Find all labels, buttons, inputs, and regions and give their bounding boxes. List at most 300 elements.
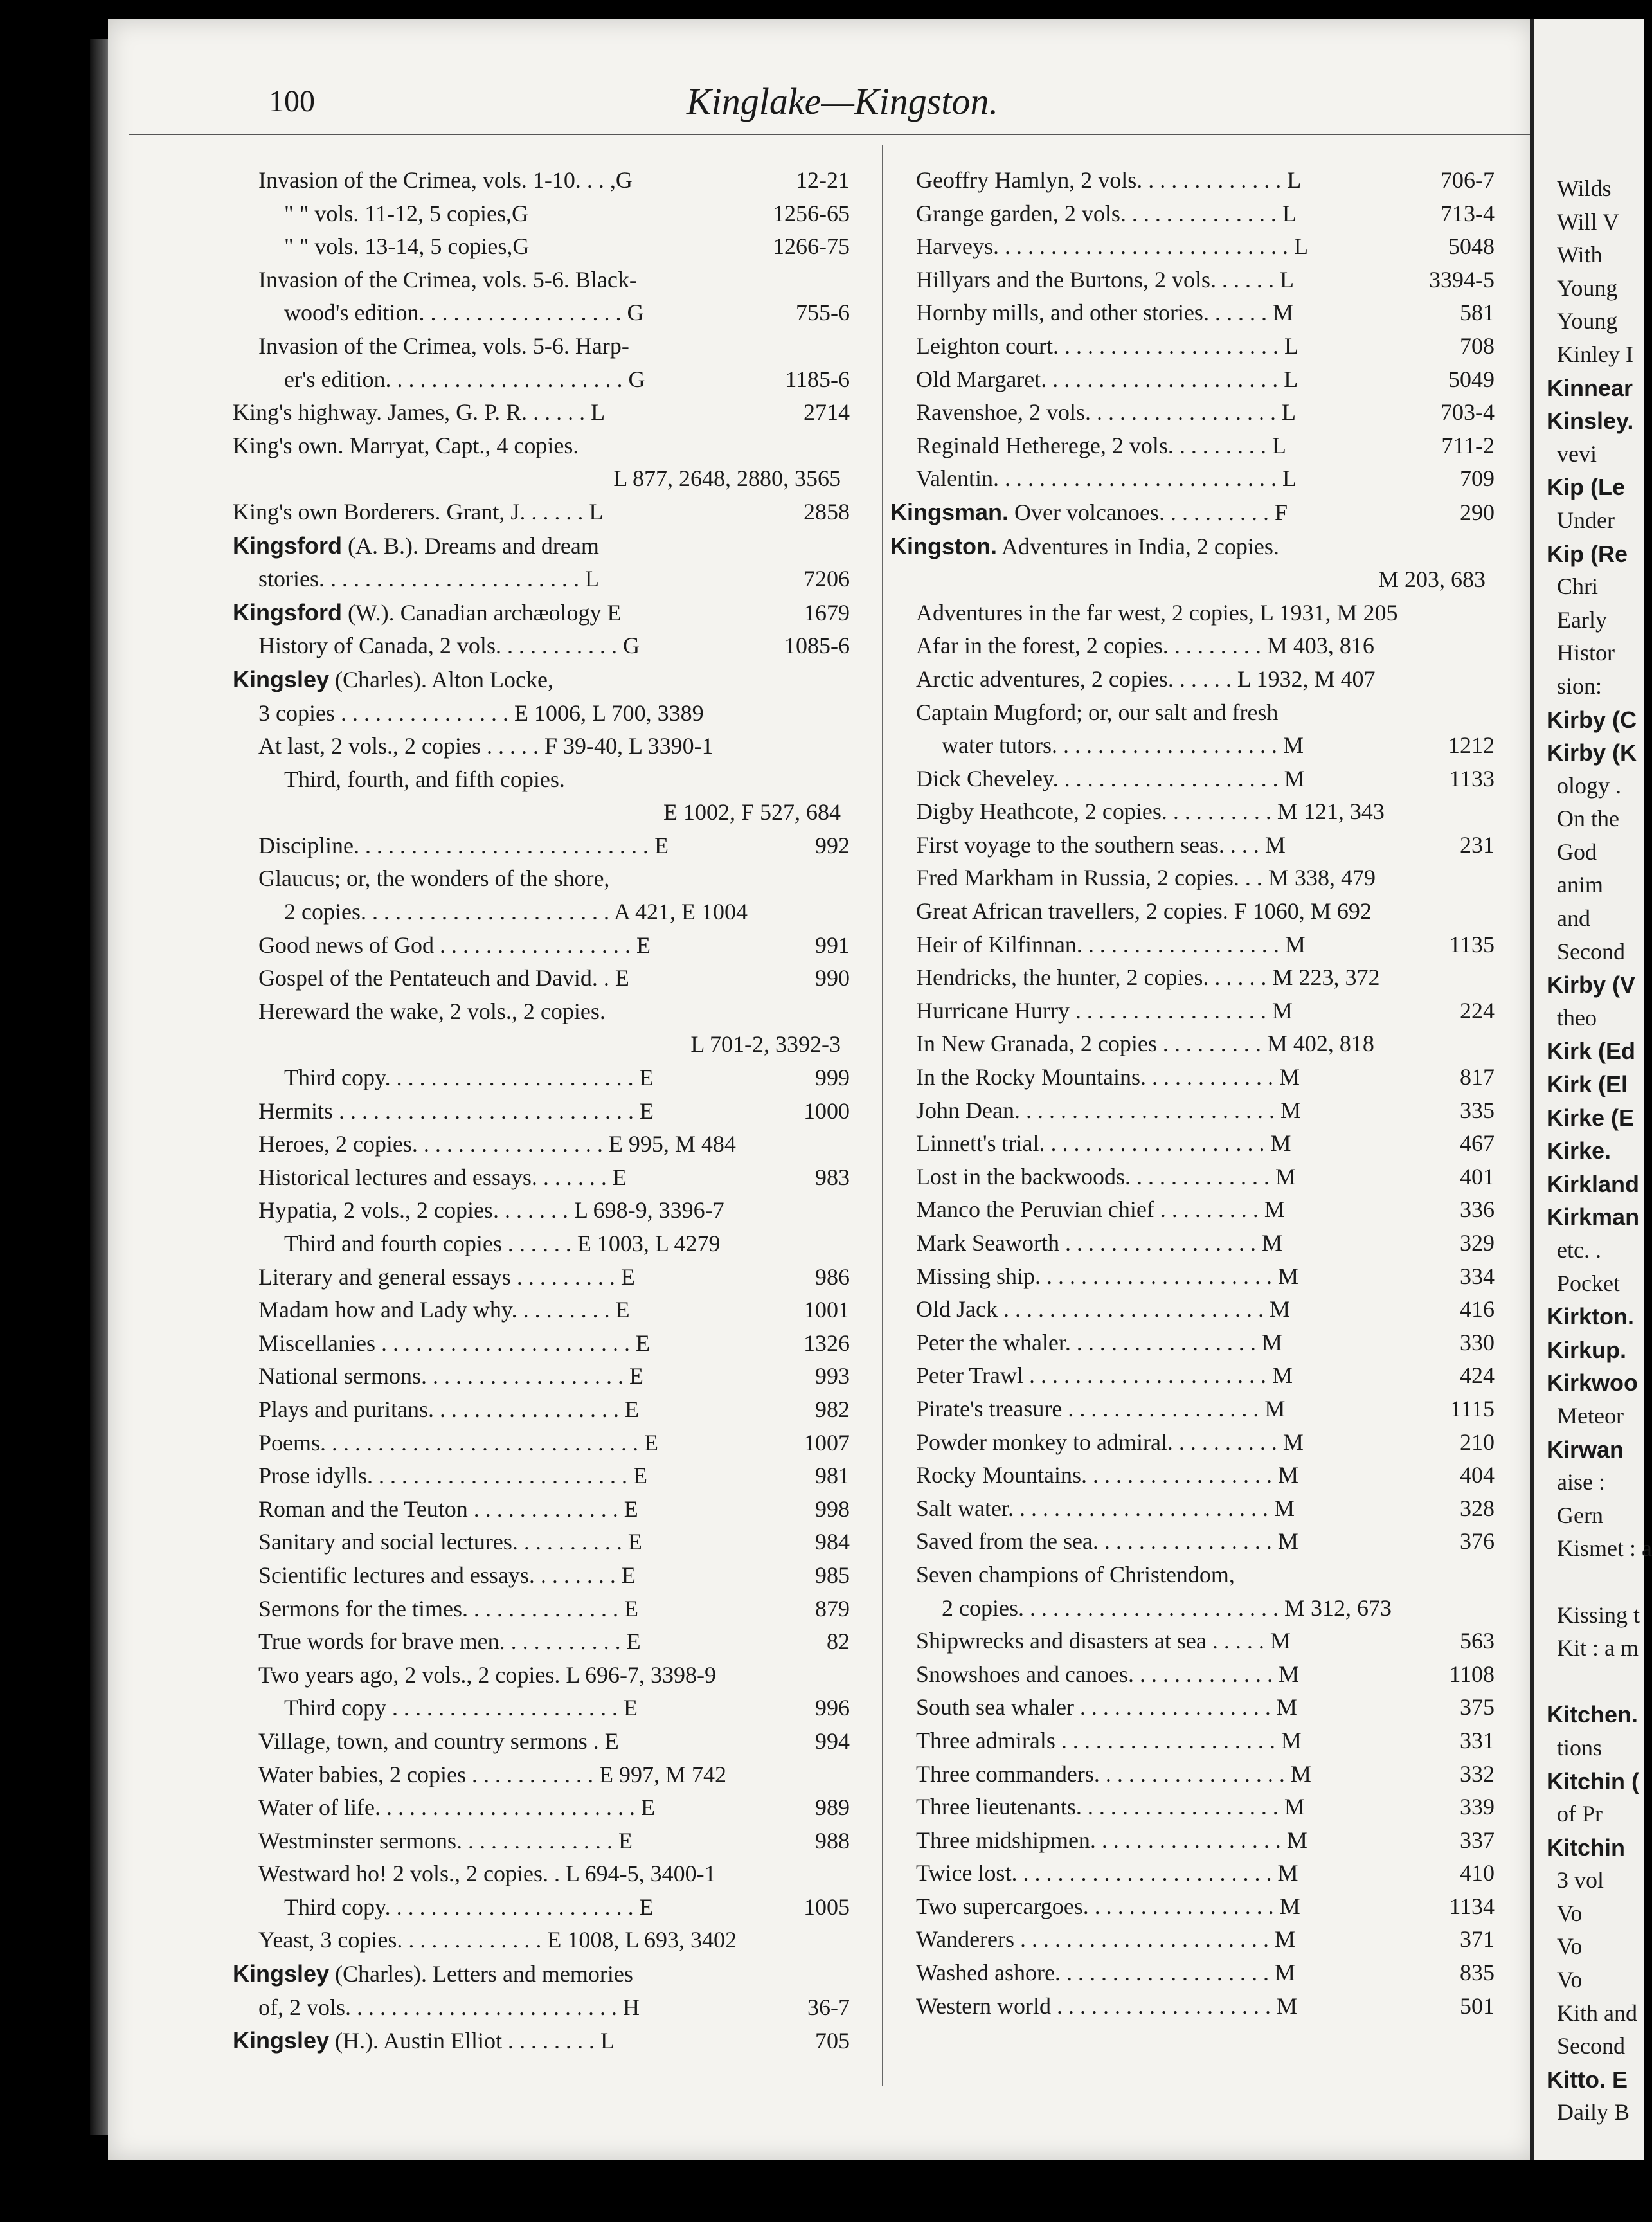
shelf-number: 1085-6	[784, 633, 850, 659]
facing-page-text: etc. .	[1557, 1237, 1601, 1263]
catalog-entry	[233, 396, 850, 429]
catalog-entry	[233, 230, 850, 264]
catalog-entry	[233, 1028, 850, 1061]
entry-text: Shipwrecks and disasters at sea . . . . . M	[916, 1628, 1291, 1654]
entry-text: Sanitary and social lectures. . . . . . . . . . E	[258, 1529, 642, 1555]
catalog-entry	[890, 1161, 1495, 1194]
catalog-entry	[890, 1127, 1495, 1161]
entry-text: Gospel of the Pentateuch and David. . E	[258, 965, 629, 991]
catalog-entry	[233, 563, 850, 596]
shelf-number: 986	[815, 1263, 850, 1290]
entry-text: water tutors. . . . . . . . . . . . . . . . . . . . M	[942, 732, 1304, 759]
catalog-entry	[890, 1293, 1495, 1326]
facing-page-text: Kit : a m	[1557, 1635, 1639, 1661]
shelf-number: 1000	[804, 1097, 850, 1124]
middle-column	[890, 164, 1495, 2023]
entry-text: Western world . . . . . . . . . . . . . . . . . . . M	[916, 1992, 1298, 2019]
catalog-entry	[233, 697, 850, 730]
shelf-number: 989	[815, 1794, 850, 1821]
entry-text: Old Margaret. . . . . . . . . . . . . . . . . . . . . L	[916, 366, 1298, 392]
catalog-entry	[890, 597, 1495, 630]
shelf-number: 996	[815, 1695, 850, 1721]
catalog-entry	[233, 1128, 850, 1161]
entry-text: Heir of Kilfinnan. . . . . . . . . . . . . . . . . . M	[916, 931, 1306, 957]
facing-page-text: On the	[1557, 806, 1619, 832]
catalog-entry	[890, 1758, 1495, 1791]
catalog-entry	[890, 230, 1495, 264]
catalog-entry	[233, 1493, 850, 1526]
catalog-entry	[233, 363, 850, 397]
entry-text: Hillyars and the Burtons, 2 vols. . . . . . L	[916, 266, 1294, 293]
facing-page-text: Kith and	[1557, 2000, 1637, 2026]
shelf-number: 835	[1460, 1960, 1495, 1986]
shelf-number: 82	[827, 1629, 850, 1655]
facing-page-text: Will V	[1557, 208, 1619, 235]
facing-page-text: Kirk (El	[1547, 1071, 1628, 1098]
facing-page-text: Kip (Re	[1547, 540, 1628, 567]
catalog-entry	[233, 629, 850, 663]
catalog-entry	[890, 1724, 1495, 1758]
facing-page-text: Meteor	[1557, 1402, 1624, 1429]
entry-text: Scientific lectures and essays. . . . . . . . E	[258, 1562, 636, 1588]
entry-text: Hornby mills, and other stories. . . . . . M	[916, 300, 1293, 326]
catalog-entry	[233, 896, 850, 929]
author-name: Kingsley	[233, 1960, 330, 1987]
shelf-number: 705	[815, 2028, 850, 2054]
entry-text: Saved from the sea. . . . . . . . . . . . . . . . M	[916, 1528, 1298, 1555]
entry-text: Third, fourth, and fifth copies.	[284, 766, 565, 792]
catalog-entry	[233, 763, 850, 797]
shelf-number: 981	[815, 1463, 850, 1489]
shelf-number: 563	[1460, 1628, 1495, 1654]
entry-text: Village, town, and country sermons . E	[258, 1728, 619, 1754]
entry-text: Third copy. . . . . . . . . . . . . . . . . . . . . . E	[284, 1065, 654, 1091]
catalog-entry	[233, 663, 850, 697]
entry-text: National sermons. . . . . . . . . . . . . . . . . . E	[258, 1363, 643, 1389]
entry-rest: (A. B.). Dreams and dream	[341, 532, 599, 559]
facing-page-text: Kinley I	[1557, 341, 1633, 367]
catalog-entry	[890, 1326, 1495, 1360]
entry-text: Invasion of the Crimea, vols. 5-6. Black-	[258, 266, 637, 293]
facing-page-text: Kitchin	[1547, 1834, 1625, 1861]
catalog-entry	[890, 729, 1495, 763]
facing-page-text: anim	[1557, 872, 1603, 898]
catalog-entry	[233, 429, 850, 463]
catalog-entry	[890, 462, 1495, 496]
shelf-number: 401	[1460, 1163, 1495, 1189]
entry-text: Invasion of the Crimea, vols. 5-6. Harp-	[258, 332, 629, 359]
catalog-entry	[890, 396, 1495, 429]
facing-page-text: and	[1557, 905, 1590, 932]
shelf-number: 1133	[1449, 765, 1495, 791]
entry-text: Pirate's treasure . . . . . . . . . . . . . . . . . M	[916, 1395, 1286, 1422]
entry-text: Hermits . . . . . . . . . . . . . . . . . . . . . . . . . . E	[258, 1097, 654, 1124]
entry-rest: Adventures in India, 2 copies.	[996, 533, 1279, 559]
entry-text	[890, 530, 1486, 564]
shelf-number: 1007	[804, 1429, 850, 1456]
facing-page-text: Vo	[1557, 1900, 1583, 1926]
shelf-number: 290	[1460, 499, 1495, 525]
catalog-entry	[890, 1592, 1495, 1625]
shelf-number: 501	[1460, 1992, 1495, 2019]
entry-text: At last, 2 vols., 2 copies . . . . . F 39-40, L 3390-1	[258, 733, 714, 759]
entry-text: Discipline. . . . . . . . . . . . . . . . . . . . . . . . . . E	[258, 832, 669, 858]
facing-page-text: Young	[1557, 308, 1618, 334]
entry-rest: (H.). Austin Elliot . . . . . . . . L	[329, 2028, 615, 2054]
catalog-entry	[890, 197, 1495, 231]
entry-text	[233, 1957, 841, 1991]
facing-page-text: Kirk (Ed	[1547, 1038, 1636, 1065]
catalog-entry	[890, 763, 1495, 796]
author-name: Kingsford	[233, 599, 342, 626]
entry-text: Heroes, 2 copies. . . . . . . . . . . . . . . . . E 995, M 484	[258, 1131, 736, 1157]
entry-text: Sermons for the times. . . . . . . . . . . . . . E	[258, 1595, 638, 1621]
shelf-number: 1185-6	[785, 366, 850, 392]
entry-text: Poems. . . . . . . . . . . . . . . . . . . . . . . . . . . . E	[258, 1429, 659, 1456]
catalog-entry	[233, 1526, 850, 1559]
catalog-entry	[890, 330, 1495, 363]
running-head: Kinglake—Kingston.	[687, 80, 998, 122]
catalog-entry	[890, 696, 1495, 730]
entry-text: Water babies, 2 copies . . . . . . . . . . . E 997, M 742	[258, 1761, 726, 1787]
catalog-entry	[890, 995, 1495, 1028]
shelf-number: 1005	[804, 1893, 850, 1920]
entry-text: 2 copies. . . . . . . . . . . . . . . . . . . . . . . M 312, 673	[942, 1594, 1392, 1621]
shelf-number: 375	[1460, 1694, 1495, 1721]
facing-page-text: Kirby (K	[1547, 739, 1637, 766]
entry-text: E 1002, F 527, 684	[663, 799, 841, 826]
catalog-entry	[233, 1294, 850, 1327]
shelf-number: 983	[815, 1164, 850, 1190]
entry-text	[890, 496, 1451, 530]
catalog-entry	[233, 330, 850, 363]
entry-text: In the Rocky Mountains. . . . . . . . . . . . M	[916, 1064, 1300, 1090]
shelf-number: 1266-75	[773, 233, 850, 260]
shelf-number: 335	[1460, 1097, 1495, 1123]
entry-text: Third and fourth copies . . . . . . E 1003, L 4279	[284, 1231, 721, 1256]
entry-text: Two supercargoes. . . . . . . . . . . . . . . . . M	[916, 1893, 1300, 1919]
shelf-number: 1134	[1449, 1893, 1495, 1919]
entry-text: Westminster sermons. . . . . . . . . . . . . . E	[258, 1827, 633, 1854]
entry-text: History of Canada, 2 vols. . . . . . . . . . . G	[258, 633, 640, 659]
catalog-entry	[890, 1459, 1495, 1492]
catalog-entry	[233, 1459, 850, 1493]
catalog-entry	[233, 1227, 850, 1261]
entry-text: Hypatia, 2 vols., 2 copies. . . . . . . L 698-9, 3396-7	[258, 1197, 724, 1224]
entry-text: Miscellanies . . . . . . . . . . . . . . . . . . . . . . E	[258, 1330, 650, 1356]
catalog-entry	[890, 1027, 1495, 1061]
entry-text: In New Granada, 2 copies . . . . . . . . . M 402, 818	[916, 1031, 1374, 1057]
entry-text: Peter Trawl . . . . . . . . . . . . . . . . . . . . . M	[916, 1362, 1293, 1389]
shelf-number: 706-7	[1441, 167, 1495, 193]
entry-text: " " vols. 11-12, 5 copies,G	[284, 200, 529, 226]
catalog-entry	[233, 1427, 850, 1460]
facing-page-text: Second	[1557, 2033, 1625, 2059]
entry-text: Old Jack . . . . . . . . . . . . . . . . . . . . . . . M	[916, 1296, 1290, 1323]
entry-text: Roman and the Teuton . . . . . . . . . . . . . E	[258, 1495, 638, 1522]
entry-text: King's own Borderers. Grant, J. . . . . . L	[233, 498, 604, 525]
shelf-number: 12-21	[796, 167, 850, 193]
catalog-entry	[890, 363, 1495, 397]
catalog-entry	[890, 1227, 1495, 1260]
catalog-entry	[233, 995, 850, 1029]
author-name: Kingsley	[233, 2027, 330, 2054]
shelf-number: 210	[1460, 1429, 1495, 1455]
entry-text: Snowshoes and canoes. . . . . . . . . . . . . M	[916, 1661, 1299, 1687]
entry-text: Westward ho! 2 vols., 2 copies. . L 694-5, 3400-1	[258, 1861, 716, 1887]
shelf-number: 336	[1460, 1197, 1495, 1223]
catalog-entry	[233, 1725, 850, 1758]
facing-page-fragment	[1530, 19, 1652, 2160]
catalog-entry	[233, 1957, 850, 1991]
facing-page-text: Wilds	[1557, 176, 1612, 201]
facing-page-text: Kirkman	[1547, 1204, 1640, 1231]
catalog-entry	[890, 895, 1495, 928]
facing-page-text: Chri	[1557, 574, 1599, 600]
facing-page-text: Kirkwoo	[1547, 1369, 1639, 1396]
shelf-number: 711-2	[1441, 432, 1495, 458]
entry-text: Grange garden, 2 vols. . . . . . . . . . . . . . L	[916, 200, 1297, 226]
facing-page-text: Kinsley.	[1547, 408, 1634, 435]
shelf-number: 999	[815, 1065, 850, 1091]
author-name: Kingsford	[233, 532, 342, 559]
shelf-number: 331	[1460, 1727, 1495, 1753]
entry-text: Three commanders. . . . . . . . . . . . . . . . . M	[916, 1760, 1311, 1787]
catalog-entry	[233, 1659, 850, 1692]
entry-text	[233, 2024, 806, 2058]
shelf-number: 581	[1460, 300, 1495, 326]
catalog-entry	[890, 1193, 1495, 1227]
entry-text: Manco the Peruvian chief . . . . . . . . . M	[916, 1197, 1285, 1223]
catalog-entry	[890, 1492, 1495, 1526]
shelf-number: 998	[815, 1495, 850, 1522]
catalog-entry	[233, 496, 850, 529]
shelf-number: 404	[1460, 1462, 1495, 1488]
facing-page-text: Kissing t	[1557, 1602, 1640, 1628]
shelf-number: 7206	[804, 566, 850, 592]
catalog-entry	[233, 1261, 850, 1294]
shelf-number: 703-4	[1441, 399, 1495, 426]
facing-page-text: aise :	[1557, 1469, 1605, 1495]
facing-page-text: Kip (Le	[1547, 474, 1625, 501]
facing-page-text: Kitto. E	[1547, 2066, 1628, 2093]
catalog-entry	[890, 1426, 1495, 1459]
facing-page-text: theo	[1557, 1004, 1597, 1031]
catalog-entry	[233, 1825, 850, 1858]
shelf-number: 1212	[1448, 732, 1495, 759]
catalog-entry	[233, 1095, 850, 1128]
shelf-number: 339	[1460, 1794, 1495, 1820]
entry-text: Ravenshoe, 2 vols. . . . . . . . . . . . . . . . . L	[916, 399, 1296, 426]
catalog-entry	[233, 1393, 850, 1427]
entry-text	[233, 663, 841, 697]
catalog-entry	[233, 796, 850, 829]
catalog-entry	[233, 1559, 850, 1593]
facing-page-text: Vo	[1557, 1967, 1583, 1993]
catalog-entry	[890, 1857, 1495, 1890]
facing-page-text: of Pr	[1557, 1801, 1603, 1827]
facing-page-text: vevi	[1557, 440, 1597, 467]
entry-text: Plays and puritans. . . . . . . . . . . . . . . . . E	[258, 1396, 639, 1422]
shelf-number: 334	[1460, 1263, 1495, 1289]
entry-text: Three lieutenants. . . . . . . . . . . . . . . . . . M	[916, 1794, 1305, 1820]
facing-page-text	[1534, 1566, 1644, 1599]
entry-rest: (Charles). Letters and memories	[329, 1961, 633, 1987]
entry-text: " " vols. 13-14, 5 copies,G	[284, 233, 530, 260]
entry-text: Hurricane Hurry . . . . . . . . . . . . . . . . . M	[916, 997, 1293, 1024]
catalog-entry	[233, 1327, 850, 1360]
entry-text: Afar in the forest, 2 copies. . . . . . . . . M 403, 816	[916, 633, 1374, 659]
entry-text: Lost in the backwoods. . . . . . . . . . . . . M	[916, 1163, 1296, 1189]
shelf-number: 3394-5	[1429, 266, 1495, 293]
entry-text: Three admirals . . . . . . . . . . . . . . . . . . . M	[916, 1727, 1302, 1753]
catalog-entry	[890, 1094, 1495, 1128]
catalog-entry	[233, 829, 850, 863]
entry-text: Harveys. . . . . . . . . . . . . . . . . . . . . . . . . . L	[916, 233, 1308, 260]
shelf-number: 713-4	[1441, 200, 1495, 226]
catalog-entry	[890, 1890, 1495, 1924]
catalog-entry	[233, 1924, 850, 1957]
author-name: Kingsley	[233, 665, 330, 692]
catalog-entry	[890, 1525, 1495, 1558]
catalog-entry	[233, 197, 850, 231]
catalog-entry	[890, 1558, 1495, 1592]
shelf-number: 991	[815, 932, 850, 958]
catalog-entry	[890, 1824, 1495, 1857]
catalog-entry	[233, 862, 850, 896]
facing-page-text: Kitchin (	[1547, 1767, 1639, 1794]
facing-page-text: Kirkton.	[1547, 1303, 1635, 1330]
entry-text: stories. . . . . . . . . . . . . . . . . . . . . . . L	[258, 566, 599, 592]
catalog-entry	[890, 296, 1495, 330]
facing-page-text: With	[1557, 242, 1603, 268]
entry-text: of, 2 vols. . . . . . . . . . . . . . . . . . . . . . . . H	[258, 1994, 640, 2020]
catalog-entry	[233, 2024, 850, 2058]
catalog-entry	[890, 1625, 1495, 1658]
shelf-number: 376	[1460, 1528, 1495, 1555]
shelf-number: 1108	[1449, 1661, 1495, 1687]
catalog-entry	[890, 1956, 1495, 1990]
catalog-entry	[233, 1625, 850, 1659]
entry-text: True words for brave men. . . . . . . . . . . E	[258, 1629, 641, 1655]
facing-page-text: ology .	[1557, 772, 1622, 799]
entry-text	[233, 529, 841, 563]
shelf-number: 1326	[804, 1330, 850, 1356]
catalog-entry	[233, 730, 850, 763]
catalog-entry	[233, 596, 850, 630]
shelf-number: 2858	[804, 498, 850, 525]
entry-text: Literary and general essays . . . . . . . . . E	[258, 1263, 635, 1290]
catalog-entry	[890, 1393, 1495, 1426]
facing-page-text: Kirkland	[1547, 1170, 1640, 1197]
facing-page-text: God	[1557, 838, 1597, 865]
facing-page-text: Vo	[1557, 1933, 1583, 1960]
shelf-number: 416	[1460, 1296, 1495, 1323]
catalog-entry	[890, 928, 1495, 962]
facing-page-text: Kismet : a	[1557, 1535, 1652, 1562]
shelf-number: 328	[1460, 1495, 1495, 1521]
catalog-entry	[890, 961, 1495, 995]
shelf-number: 988	[815, 1827, 850, 1854]
catalog-entry	[233, 962, 850, 995]
shelf-number: 329	[1460, 1230, 1495, 1256]
shelf-number: 985	[815, 1562, 850, 1588]
catalog-entry	[890, 862, 1495, 895]
entry-text: Digby Heathcote, 2 copies. . . . . . . . . . M 121, 343	[916, 799, 1385, 825]
entry-text: Captain Mugford; or, our salt and fresh	[916, 699, 1279, 725]
entry-rest: (Charles). Alton Locke,	[329, 666, 553, 692]
entry-text: Twice lost. . . . . . . . . . . . . . . . . . . . . . . M	[916, 1860, 1298, 1886]
entry-text: First voyage to the southern seas. . . . M	[916, 831, 1286, 858]
entry-text: Water of life. . . . . . . . . . . . . . . . . . . . . . . E	[258, 1794, 655, 1821]
facing-page-text: Second	[1557, 938, 1625, 964]
catalog-entry	[233, 1061, 850, 1095]
catalog-entry	[890, 530, 1495, 564]
shelf-number: 467	[1460, 1130, 1495, 1157]
catalog-entry	[890, 563, 1495, 597]
entry-text: Hendricks, the hunter, 2 copies. . . . . . M 223, 372	[916, 964, 1380, 991]
entry-text: Madam how and Lady why. . . . . . . . . E	[258, 1297, 630, 1323]
entry-text: Prose idylls. . . . . . . . . . . . . . . . . . . . . . . E	[258, 1463, 648, 1489]
facing-page-text: Young	[1557, 275, 1618, 301]
shelf-number: 708	[1460, 332, 1495, 359]
entry-text: Adventures in the far west, 2 copies, L 1931, M 205	[916, 599, 1398, 626]
catalog-entry	[233, 1593, 850, 1626]
facing-page-text: sion:	[1557, 673, 1603, 699]
author-name: Kingston.	[890, 532, 997, 559]
shelf-number: 330	[1460, 1329, 1495, 1355]
catalog-entry	[890, 1658, 1495, 1692]
page-number: 100	[269, 84, 315, 118]
shelf-number: 231	[1460, 831, 1495, 858]
entry-text: Reginald Hetherege, 2 vols. . . . . . . . . L	[916, 432, 1286, 458]
shelf-number: 410	[1460, 1860, 1495, 1886]
facing-page-text: Early	[1557, 606, 1607, 633]
entry-text	[233, 596, 795, 630]
entry-text: South sea whaler . . . . . . . . . . . . . . . . . M	[916, 1694, 1297, 1721]
facing-page-text: Kirke.	[1547, 1137, 1612, 1164]
shelf-number: 2714	[804, 399, 850, 426]
entry-text: Missing ship. . . . . . . . . . . . . . . . . . . . . M	[916, 1263, 1299, 1289]
shelf-number: 879	[815, 1595, 850, 1621]
entry-text: Mark Seaworth . . . . . . . . . . . . . . . . . M	[916, 1230, 1282, 1256]
catalog-entry	[233, 1857, 850, 1891]
shelf-number: 371	[1460, 1926, 1495, 1953]
entry-text: wood's edition. . . . . . . . . . . . . . . . . . G	[284, 300, 644, 326]
entry-text: 2 copies. . . . . . . . . . . . . . . . . . . . . . A 421, E 1004	[284, 899, 748, 925]
shelf-number: 1679	[804, 599, 850, 626]
facing-page-text: Kitchen.	[1547, 1701, 1639, 1728]
catalog-entry	[890, 1061, 1495, 1094]
shelf-number: 1256-65	[773, 200, 850, 226]
entry-text: Salt water. . . . . . . . . . . . . . . . . . . . . . . M	[916, 1495, 1295, 1521]
shelf-number: 709	[1460, 465, 1495, 492]
shelf-number: 337	[1460, 1827, 1495, 1853]
header-rule	[129, 134, 1530, 135]
shelf-number: 993	[815, 1363, 850, 1389]
shelf-number: 424	[1460, 1362, 1495, 1389]
entry-rest: Over volcanoes. . . . . . . . . . F	[1009, 499, 1288, 525]
catalog-entry	[233, 1758, 850, 1792]
facing-page-text: Kirkup.	[1547, 1336, 1627, 1363]
facing-page-text: Under	[1557, 507, 1615, 533]
entry-text: Dick Cheveley. . . . . . . . . . . . . . . . . . . . M	[916, 765, 1305, 791]
catalog-entry	[890, 164, 1495, 197]
entry-text: Washed ashore. . . . . . . . . . . . . . . . . . . M	[916, 1960, 1296, 1986]
shelf-number: 990	[815, 965, 850, 991]
catalog-entry	[890, 795, 1495, 829]
facing-page-text: Histor	[1557, 640, 1615, 666]
